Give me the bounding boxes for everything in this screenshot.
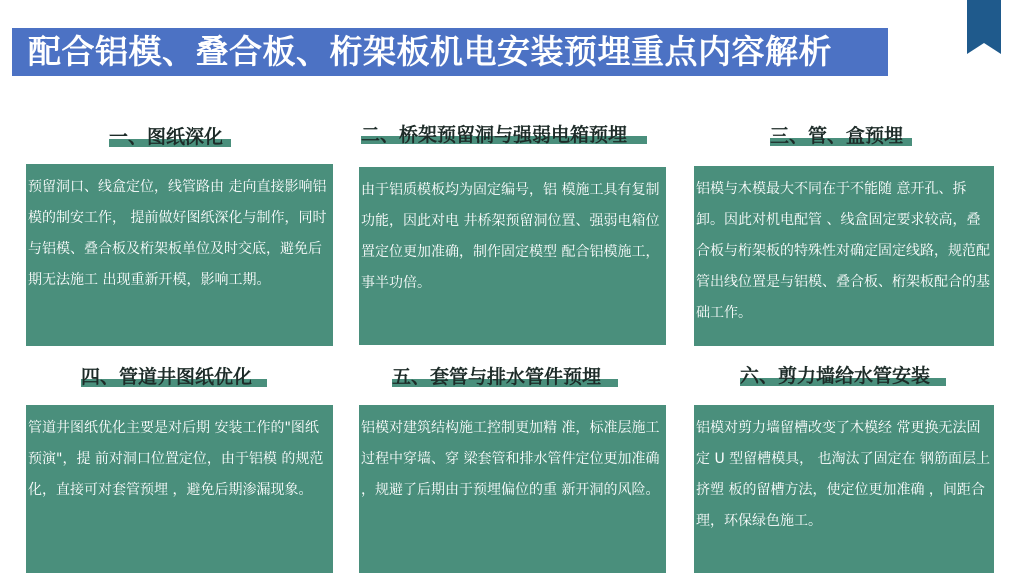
section-body: 管道井图纸优化主要是对后期 安装工作的"图纸预演"，提 前对洞口位置定位，由于铝模 的规范化，直接可对套管预埋 ，避免后期渗漏现象。 — [26, 405, 333, 573]
section-heading: 三、管、盒预埋 — [770, 125, 904, 147]
slide-title: 配合铝模、叠合板、桁架板机电安装预埋重点内容解析 — [28, 32, 832, 71]
section-heading: 四、管道井图纸优化 — [81, 366, 253, 388]
bookmark-ribbon-icon — [967, 0, 1001, 54]
section-body: 铝模对剪力墙留槽改变了木模经 常更换无法固定 U 型留槽模具， 也淘汰了固定在 钢筋面层上挤塑 板的留槽方法，使定位更加准确 ，间距合理，环保绿色施工。 — [694, 405, 994, 573]
section-body: 铝模与木模最大不同在于不能随 意开孔、拆卸。因此对机电配管 、线盒固定要求较高，叠合板与桁架板的特殊性对确定固定线路，规范配管出线位置是与铝模、叠合板、桁架板配合的基础工作。 — [694, 166, 994, 346]
section-heading: 五、套管与排水管件预埋 — [392, 366, 602, 388]
section-heading: 六、剪力墙给水管安装 — [740, 365, 931, 387]
section-heading: 一、图纸深化 — [109, 126, 224, 148]
section-heading: 二、桥架预留洞与强弱电箱预埋 — [361, 124, 628, 146]
section-body: 铝模对建筑结构施工控制更加精 准，标准层施工过程中穿墙、穿 梁套管和排水管件定位更加准确 ，规避了后期由于预埋偏位的重 新开洞的风险。 — [359, 405, 666, 573]
section-body: 预留洞口、线盒定位，线管路由 走向直接影响铝模的制安工作， 提前做好图纸深化与制作，同时与铝模、叠合板及桁架板单位及时交底，避免后期无法施工 出现重新开模，影响工期。 — [26, 164, 333, 346]
section-body: 由于铝质模板均为固定编号，铝 模施工具有复制功能，因此对电 井桥架预留洞位置、强弱电箱位 置定位更加准确，制作固定模型 配合铝模施工，事半功倍。 — [359, 167, 666, 345]
